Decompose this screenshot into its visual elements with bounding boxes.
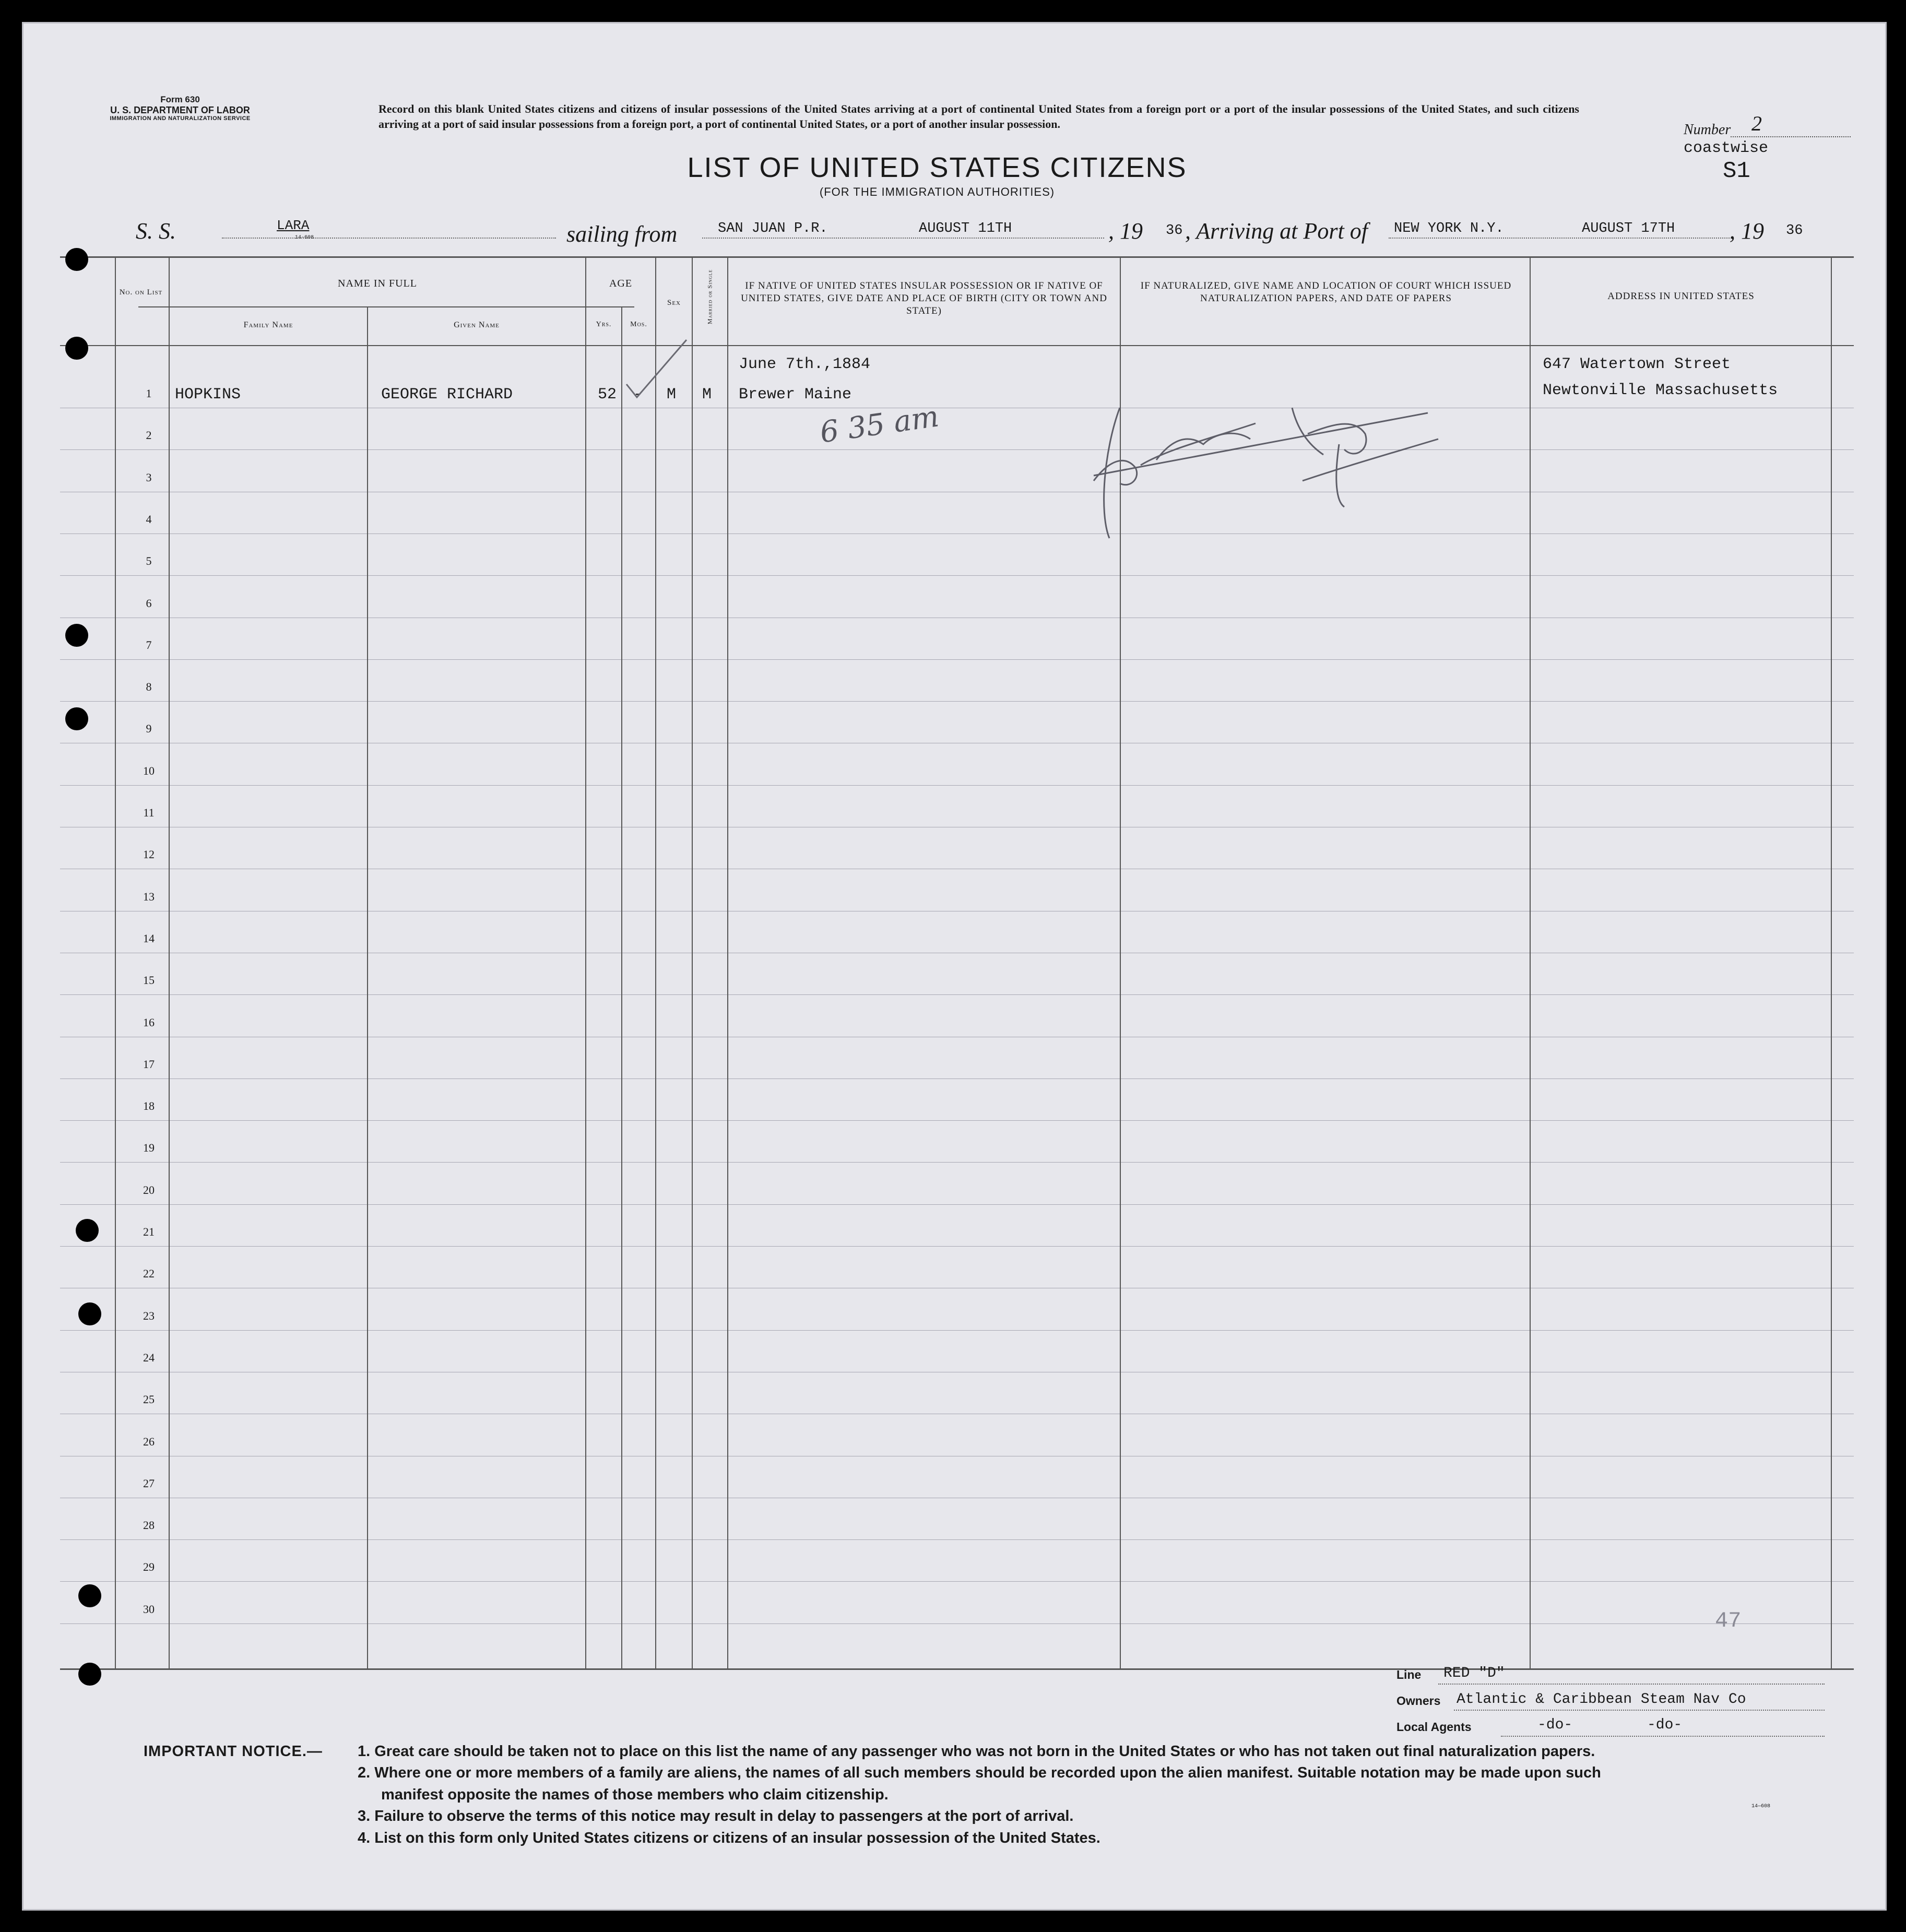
handwritten-time: 6 35 am [818, 399, 941, 450]
col-divider [727, 256, 728, 1668]
row-number: 10 [143, 764, 155, 777]
punch-hole [65, 248, 88, 271]
ship-name: LARA [277, 218, 310, 233]
row-number: 26 [143, 1435, 155, 1448]
print-code: 14-608 [295, 235, 314, 241]
form-id-block [76, 94, 285, 122]
header-given-name: Given Name [454, 321, 500, 329]
row-number: 21 [143, 1225, 155, 1238]
age-subheader-rule [587, 306, 634, 307]
row-number: 6 [146, 596, 152, 610]
col-divider [1530, 256, 1531, 1668]
row-number: 11 [143, 806, 155, 819]
agents-field [1501, 1736, 1825, 1737]
arriving-label: , Arriving at Port of [1185, 218, 1368, 244]
header-married-or-single: Married or Single [706, 269, 714, 325]
row-rule [60, 701, 1854, 702]
department: U. S. DEPARTMENT OF LABOR [110, 104, 250, 115]
row-number: 18 [143, 1099, 155, 1113]
row-rule [60, 1330, 1854, 1331]
row-rule [60, 1581, 1854, 1582]
row-number: 2 [146, 429, 152, 442]
cell-age-years: 52 [598, 386, 617, 404]
row-rule [60, 1539, 1854, 1540]
cell-given-name: GEORGE RICHARD [381, 386, 513, 404]
citizens-table [60, 256, 1854, 1670]
departure-year-prefix: , 19 [1108, 218, 1143, 244]
arrival-port: NEW YORK N.Y. [1394, 221, 1504, 236]
row-number: 12 [143, 848, 155, 861]
row-number: 27 [143, 1476, 155, 1490]
arrival-year-prefix: , 19 [1730, 218, 1764, 244]
col-divider [1831, 256, 1832, 1668]
col-divider [692, 256, 693, 1668]
number-line [1731, 136, 1851, 137]
row-number: 1 [146, 387, 152, 400]
row-number: 13 [143, 890, 155, 903]
cell-address-line2: Newtonville Massachusetts [1543, 382, 1778, 399]
arrival-date: AUGUST 17TH [1582, 221, 1675, 236]
document-page [22, 22, 1887, 1911]
line-label: Line [1396, 1668, 1422, 1681]
row-number: 19 [143, 1141, 155, 1155]
service: IMMIGRATION AND NATURALIZATION SERVICE [110, 115, 251, 122]
coastwise-label: coastwise [1684, 139, 1769, 157]
header-yrs: Yrs. [596, 321, 612, 328]
row-number: 29 [143, 1560, 155, 1574]
punch-hole [65, 337, 88, 360]
table-bottom-rule [60, 1668, 1854, 1670]
notice-item-3: 3. Failure to observe the terms of this notice may result in delay to passengers at the port of arrival. [358, 1808, 1074, 1825]
row-number: 4 [146, 512, 152, 526]
notice-item-2: 2. Where one or more members of a family are aliens, the names of all such members should be recorded upon the alien manifest. Suitable notation may be made upon such [358, 1764, 1601, 1782]
col-divider [169, 256, 170, 1668]
row-number: 30 [143, 1602, 155, 1616]
cell-birth-place: Brewer Maine [739, 386, 852, 404]
row-number: 28 [143, 1519, 155, 1532]
row-number: 5 [146, 554, 152, 568]
row-number: 14 [143, 931, 155, 945]
row-rule [60, 575, 1854, 576]
row-rule [60, 1623, 1854, 1624]
header-name-in-full: NAME IN FULL [338, 278, 417, 289]
sheet-code: S1 [1723, 158, 1750, 184]
number-label: Number [1684, 122, 1731, 138]
departure-year: 36 [1166, 223, 1183, 239]
header-no-on-list: No. on List [119, 288, 163, 297]
sailing-from-label: sailing from [566, 221, 678, 247]
line-value: RED "D" [1443, 1665, 1505, 1681]
cell-marital: M [702, 386, 712, 404]
cell-sex: M [667, 386, 677, 404]
col-divider [115, 256, 116, 1668]
print-code-bottom: 14—608 [1751, 1804, 1771, 1809]
header-insular-native: IF NATIVE OF UNITED STATES INSULAR POSSESSION OR IF NATIVE OF UNITED STATES, GIVE DATE AND PLACE OF BIRTH (CITY OR TOWN AND STATE) [741, 280, 1107, 316]
sailing-from-port: SAN JUAN P.R. [718, 221, 828, 236]
cell-address-line1: 647 Watertown Street [1543, 355, 1731, 373]
stamp-number: 47 [1715, 1608, 1742, 1633]
punch-hole [78, 1584, 101, 1607]
arrival-line [1389, 238, 1733, 239]
row-number: 23 [143, 1309, 155, 1322]
row-number: 24 [143, 1350, 155, 1364]
row-number: 17 [143, 1057, 155, 1071]
col-divider [655, 256, 656, 1668]
sailing-from-line [702, 238, 1104, 239]
header-bottom-rule [60, 345, 1854, 346]
notice-item-2-continued: manifest opposite the names of those members who claim citizenship. [381, 1786, 889, 1803]
notice-items [358, 1741, 1872, 1849]
cell-family-name: HOPKINS [175, 386, 241, 404]
table-top-rule [60, 256, 1854, 258]
col-divider [367, 306, 368, 1668]
row-number: 22 [143, 1267, 155, 1281]
name-subheader-rule [138, 306, 608, 307]
page-title: LIST OF UNITED STATES CITIZENS [687, 152, 1187, 183]
ss-label: S. S. [136, 218, 176, 244]
punch-hole [78, 1302, 101, 1325]
notice-item-4: 4. List on this form only United States citizens or citizens of an insular possession of the United States. [358, 1829, 1100, 1846]
agents-label: Local Agents [1396, 1720, 1472, 1734]
row-rule [60, 1246, 1854, 1247]
row-rule [60, 1078, 1854, 1079]
row-number: 7 [146, 638, 152, 651]
ship-line [222, 238, 556, 239]
row-number: 9 [146, 722, 152, 736]
arrival-year: 36 [1786, 223, 1803, 239]
row-rule [60, 449, 1854, 450]
checkmark-icon [624, 335, 692, 402]
col-divider [621, 306, 622, 1668]
number-value: 2 [1751, 112, 1762, 135]
header-family-name: Family Name [243, 321, 293, 329]
row-number: 15 [143, 974, 155, 987]
row-rule [60, 994, 1854, 995]
header-address: ADDRESS IN UNITED STATES [1607, 291, 1755, 302]
row-rule [60, 1120, 1854, 1121]
owners-field [1454, 1710, 1825, 1711]
row-rule [60, 785, 1854, 786]
owners-label: Owners [1396, 1694, 1441, 1708]
form-number: Form 630 [160, 94, 200, 104]
line-field [1438, 1684, 1825, 1685]
punch-hole [78, 1663, 101, 1686]
row-rule [60, 1162, 1854, 1163]
row-number: 16 [143, 1015, 155, 1029]
punch-hole [65, 707, 88, 730]
punch-hole [76, 1219, 99, 1242]
record-instructions: Record on this blank United States citizens and citizens of insular possessions of the United States arriving at a port of continental United States from a foreign port or a port of the insular possessions of the United States, and such citizens arriving at a port of said insular possessions from a foreign port, a port of continental United States, or a port of another insular possession. [378, 102, 1579, 131]
notice-item-1: 1. Great care should be taken not to place on this list the name of any passenger who was not born in the United States or who has not taken out final naturalization papers. [358, 1743, 1595, 1760]
row-rule [60, 659, 1854, 660]
cell-age-months: - [633, 386, 643, 404]
page-subtitle: (FOR THE IMMIGRATION AUTHORITIES) [819, 185, 1055, 198]
punch-hole [65, 624, 88, 647]
header-naturalized: IF NATURALIZED, GIVE NAME AND LOCATION OF COURT WHICH ISSUED NATURALIZATION PAPERS, AND DATE OF PAPERS [1140, 280, 1512, 304]
row-number: 8 [146, 680, 152, 694]
row-rule [60, 1204, 1854, 1205]
agents-value-1: -do- [1537, 1717, 1573, 1733]
owners-value: Atlantic & Caribbean Steam Nav Co [1457, 1691, 1746, 1708]
row-number: 3 [146, 470, 152, 484]
header-sex: Sex [667, 299, 681, 307]
row-number: 25 [143, 1393, 155, 1406]
departure-date: AUGUST 11TH [919, 221, 1012, 236]
cell-birth-date: June 7th.,1884 [739, 355, 871, 373]
col-divider [585, 256, 586, 1668]
header-age: AGE [609, 278, 633, 289]
inspector-signature [1062, 376, 1449, 549]
agents-value-2: -do- [1647, 1717, 1683, 1733]
row-number: 20 [143, 1183, 155, 1196]
header-mos: Mos. [630, 321, 647, 328]
notice-lead: IMPORTANT NOTICE.— [144, 1743, 323, 1760]
